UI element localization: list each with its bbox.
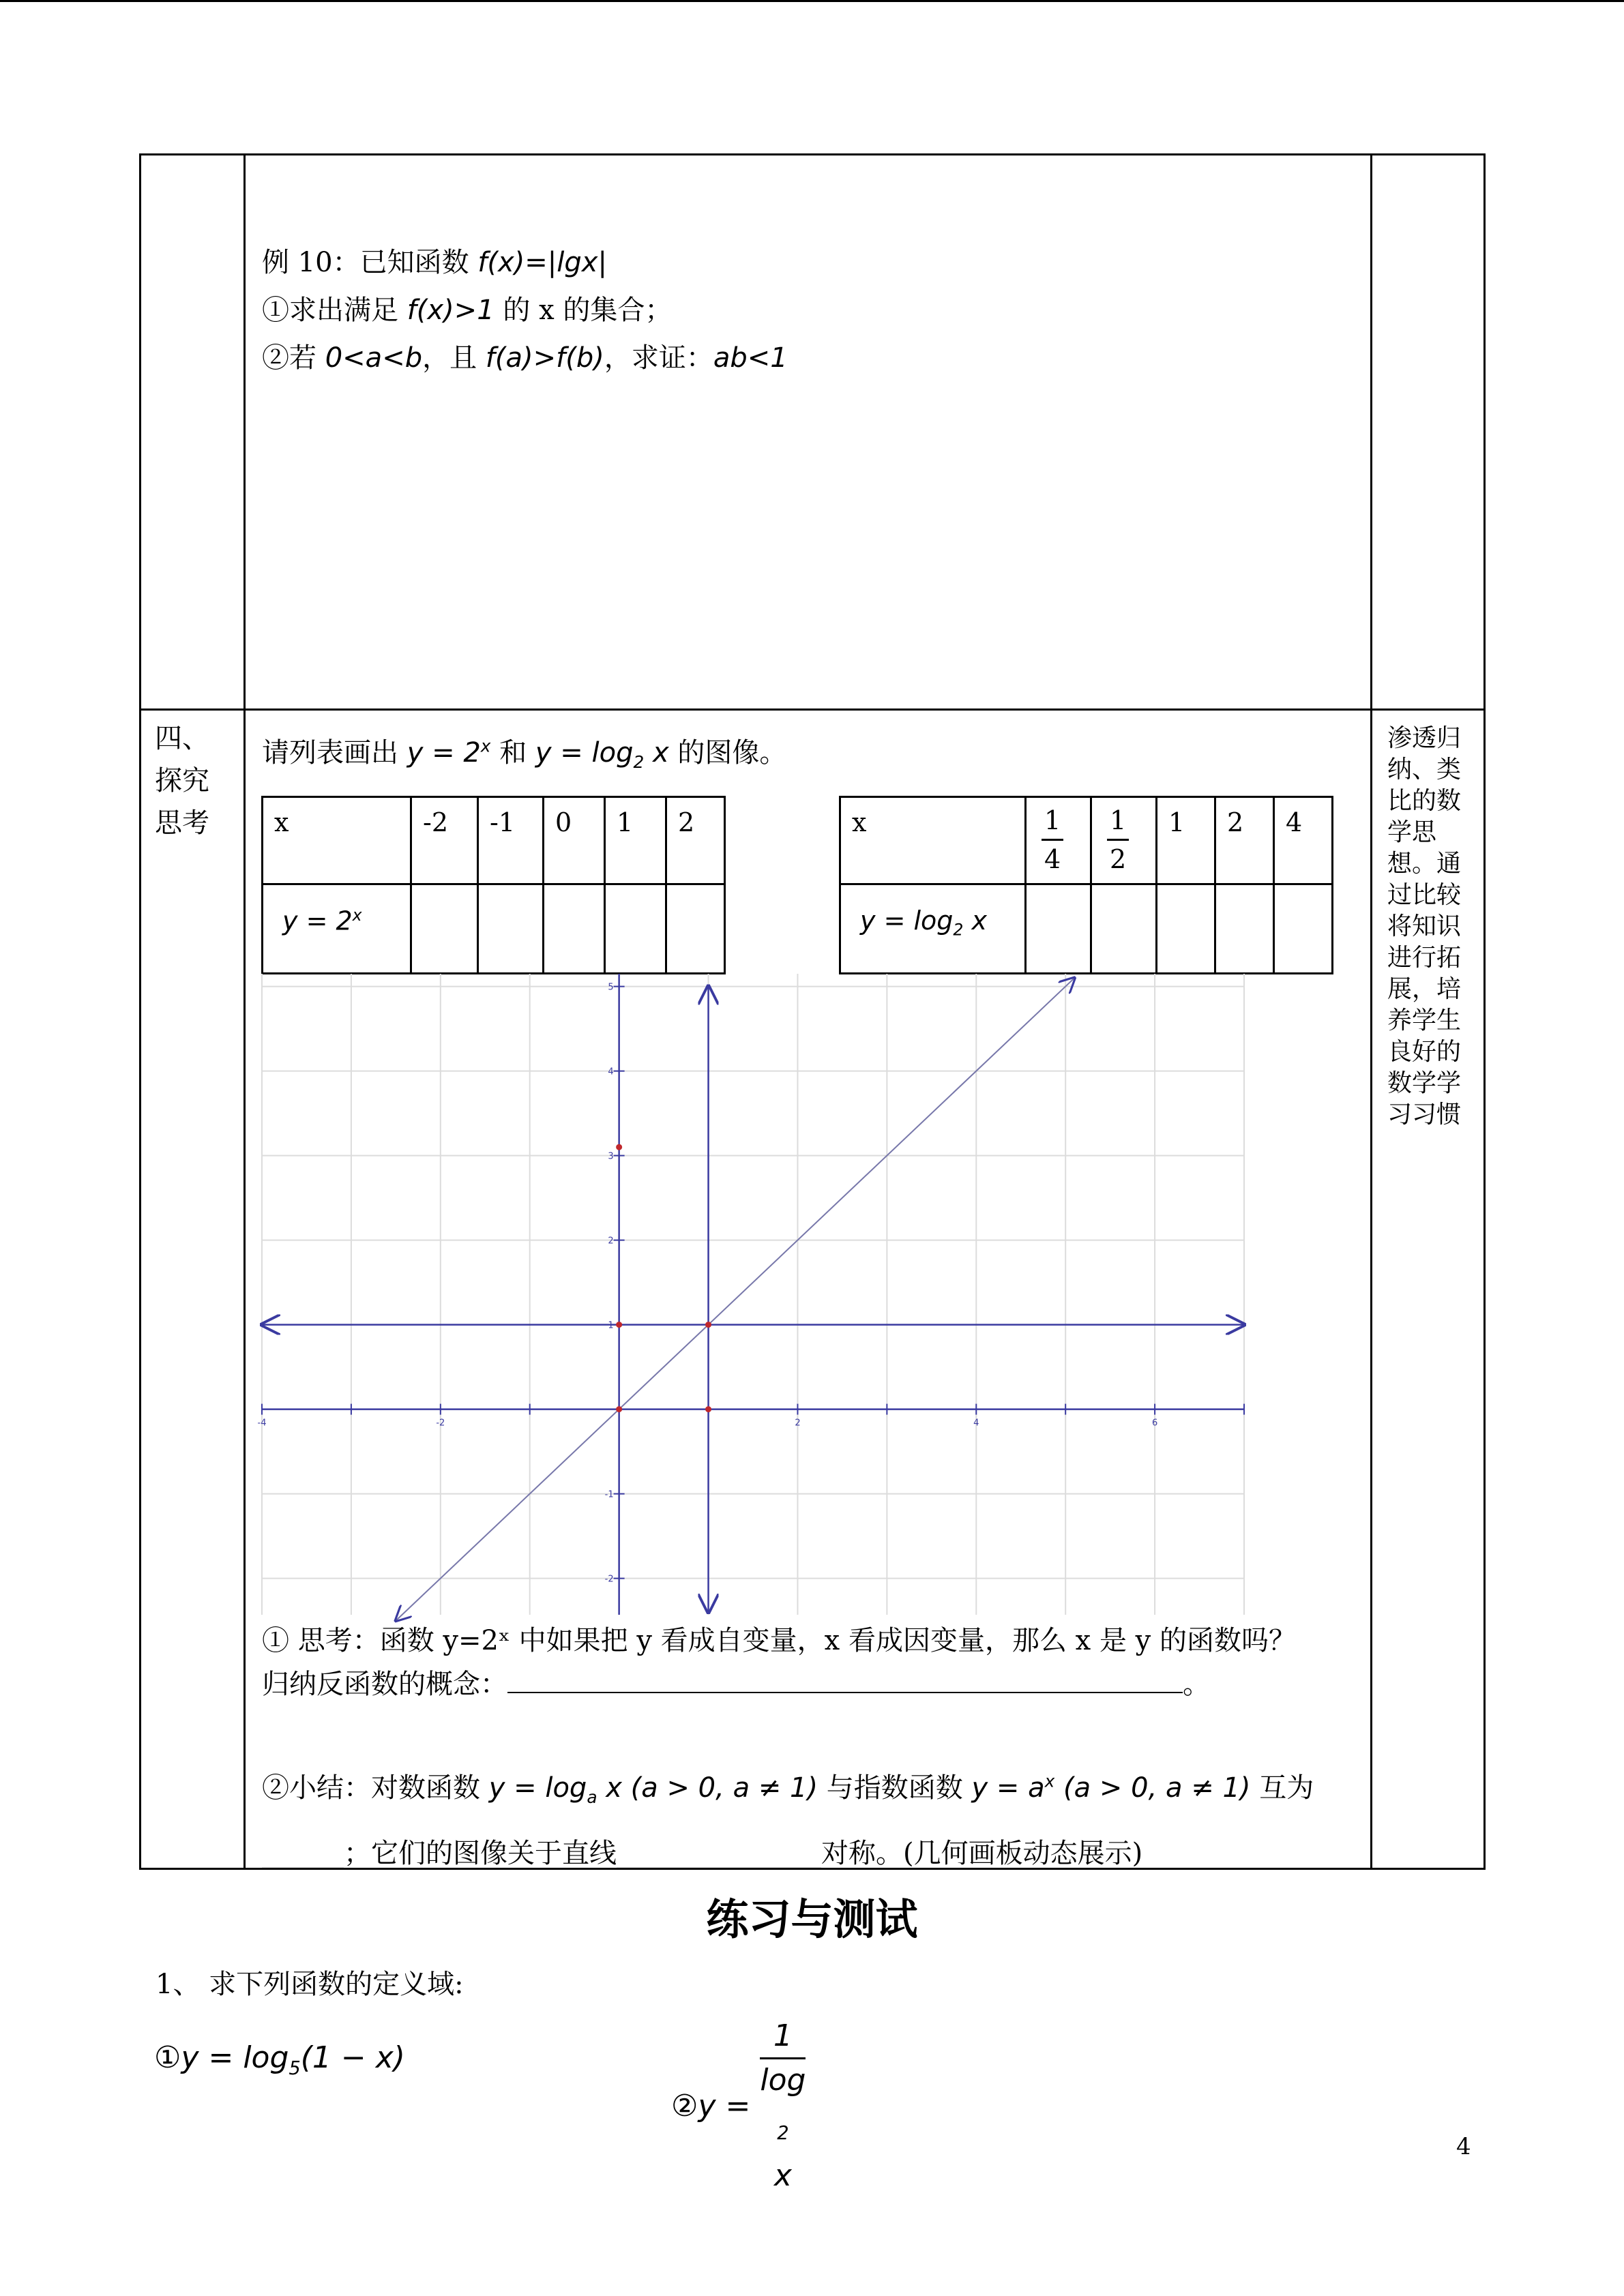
item2-den	[760, 2059, 806, 2197]
stage-label-line3: 思考	[155, 807, 209, 839]
think-question: ① 思考：函数 y=2ˣ 中如果把 y 看成自变量，x 看成因变量，那么 x 是 y 的函数吗？	[262, 1625, 1296, 1656]
summary-exp-text: y = a	[971, 1772, 1045, 1804]
table-row	[840, 797, 1333, 884]
x-tick-label: -4	[257, 1418, 267, 1429]
summary-exp-exp: x	[1044, 1771, 1055, 1791]
table-cell-blank[interactable]	[666, 884, 725, 974]
summary-log-base: a	[587, 1787, 597, 1807]
table-cell: 2	[1215, 797, 1274, 884]
table-cell: 0	[544, 797, 605, 884]
summary-log-func	[488, 1772, 827, 1807]
y-tick-label: 4	[608, 1067, 614, 1077]
summary-suffix: 互为	[1259, 1772, 1314, 1804]
fraction-den: 4	[1044, 844, 1061, 874]
table-row	[263, 884, 725, 974]
stage-cell	[141, 710, 245, 1869]
summary-line-2	[262, 1832, 1142, 1870]
graph-points	[616, 1144, 711, 1412]
explore-func-2-var: x	[644, 737, 669, 769]
note-cell-empty	[1372, 155, 1485, 710]
q2-math-3: ab<1	[713, 342, 788, 374]
table2-label-var: x	[963, 906, 987, 936]
fraction-half	[1107, 802, 1129, 878]
item1-label: ①	[154, 2040, 181, 2075]
summary-prefix: ②小结：对数函数	[262, 1772, 489, 1804]
value-table-log	[839, 796, 1333, 974]
fraction-den: 2	[1110, 844, 1127, 874]
example-10-question-2	[262, 334, 788, 382]
table-cell: -1	[478, 797, 544, 884]
explore-func-2-log: y = log	[535, 737, 634, 769]
example-10	[262, 239, 788, 382]
y-tick-label: 2	[608, 1236, 614, 1247]
content-cell-example	[245, 155, 1372, 710]
table-cell-frac-quarter	[1026, 797, 1091, 884]
top-rule	[0, 0, 1624, 2]
coordinate-graph	[257, 974, 1244, 1615]
item1-func	[181, 2040, 405, 2079]
example-10-title-text: 例 10：已知函数	[262, 247, 478, 278]
inverse-concept-suffix: 。	[1183, 1669, 1210, 1700]
q2-math-2: f(a)>f(b)	[485, 342, 604, 374]
page-number: 4	[1456, 2133, 1471, 2160]
explore-and: 和	[499, 737, 527, 769]
table-row-label	[840, 884, 1026, 974]
table-cell-blank[interactable]	[1026, 884, 1091, 974]
item2-fraction	[760, 2015, 806, 2197]
table-cell-blank[interactable]	[1091, 884, 1157, 974]
q2-math-1: 0<a<b	[325, 342, 423, 374]
marked-point	[616, 1406, 622, 1412]
item2-num: 1	[760, 2015, 806, 2059]
table-row-label	[263, 884, 411, 974]
table-cell-blank[interactable]	[605, 884, 666, 974]
graph-grid	[262, 974, 1244, 1615]
marked-point	[616, 1144, 622, 1150]
item1-arg: (1 − x)	[300, 2040, 405, 2075]
table-cell-blank[interactable]	[544, 884, 605, 974]
table-cell: 1	[1157, 797, 1215, 884]
fraction-num: 1	[1042, 802, 1063, 841]
x-tick-label: 4	[973, 1418, 979, 1429]
table1-label-base: y = 2	[282, 906, 353, 936]
q2-prefix: ②若	[262, 342, 325, 374]
y-tick-label: 3	[608, 1151, 614, 1162]
graph-series	[262, 978, 1244, 1620]
summary-log-cond: (a > 0, a ≠ 1)	[621, 1772, 827, 1804]
fraction-quarter	[1042, 802, 1063, 878]
y-tick-label: 5	[608, 982, 614, 993]
q2-mid: ，且	[422, 342, 486, 374]
item1-log: y = log	[181, 2040, 289, 2075]
table-cell: x	[840, 797, 1026, 884]
table-cell: 4	[1274, 797, 1333, 884]
explore-func-1-exp: x	[480, 736, 491, 756]
y-tick-label: -1	[604, 1489, 614, 1500]
section-title: 练习与测试	[706, 1894, 918, 1944]
inverse-concept-blank[interactable]	[507, 1669, 1183, 1693]
example-10-function: f(x)=|lgx|	[477, 247, 607, 278]
summary-line2-mid: ；它们的图像关于直线	[344, 1838, 617, 1869]
practice-item-2	[671, 2015, 806, 2197]
marked-point	[705, 1406, 711, 1412]
example-10-title	[262, 239, 788, 286]
y-tick-label: 1	[608, 1320, 614, 1331]
note-cell	[1372, 710, 1485, 1869]
stage-label-line2: 探究	[155, 765, 209, 796]
q1-prefix: ①求出满足	[262, 295, 407, 326]
summary-log-var: x	[597, 1772, 622, 1804]
value-table-exp	[261, 796, 726, 974]
table-cell-blank[interactable]	[411, 884, 478, 974]
y-tick-label: -2	[604, 1574, 614, 1585]
item2-den-base: 2	[777, 2122, 789, 2144]
lesson-row-example	[141, 155, 1485, 710]
fraction-num: 1	[1107, 802, 1129, 841]
explore-prompt-prefix: 请列表画出	[262, 737, 398, 769]
summary-line-1	[262, 1766, 1314, 1807]
inverse-concept-line	[262, 1663, 1210, 1701]
q2-mid-2: ，求证：	[604, 342, 713, 374]
q1-suffix: 的 x 的集合；	[494, 295, 673, 326]
table-cell-blank[interactable]	[478, 884, 544, 974]
table-cell: x	[263, 797, 411, 884]
summary-exp-cond: (a > 0, a ≠ 1)	[1054, 1772, 1260, 1804]
teaching-note: 渗透归纳、类比的数学思想。通过比较将知识进行拓展，培养学生良好的数学学习习惯	[1387, 724, 1462, 1129]
explore-prompt	[262, 731, 786, 772]
practice-item-1	[154, 2040, 405, 2079]
item2-den-var: x	[773, 2158, 792, 2193]
stage-label-line1: 四、	[155, 723, 209, 754]
stage-cell-empty	[141, 155, 245, 710]
table-cell-frac-half	[1091, 797, 1157, 884]
summary-line2-suffix: 对称。(几何画板动态展示)	[821, 1838, 1143, 1869]
item1-base: 5	[289, 2057, 301, 2079]
table-cell-blank[interactable]	[1157, 884, 1215, 974]
marked-point	[705, 1322, 711, 1328]
table-cell-blank[interactable]	[1274, 884, 1333, 974]
explore-prompt-suffix: 的图像。	[677, 737, 787, 769]
explore-func-2-base: 2	[633, 752, 645, 772]
practice-question-1: 1、 求下列函数的定义域:	[156, 1969, 464, 2000]
example-10-question-1	[262, 286, 788, 334]
explore-func-1-base: y = 2	[407, 737, 481, 769]
graph-axes	[262, 974, 1244, 1615]
item2-lhs: y =	[698, 2088, 761, 2123]
table-cell-blank[interactable]	[1215, 884, 1274, 974]
table-row	[840, 884, 1333, 974]
q1-math: f(x)>1	[407, 295, 494, 326]
x-tick-label: 6	[1151, 1418, 1158, 1429]
table-row	[263, 797, 725, 884]
summary-blank-2[interactable]: _______________	[617, 1838, 821, 1869]
summary-exp-func	[972, 1772, 1260, 1804]
table2-label-log: y = log	[860, 906, 954, 936]
series-line	[396, 978, 1074, 1620]
summary-blank-1[interactable]: ______	[262, 1838, 344, 1869]
explore-func-1	[407, 737, 491, 769]
marked-point	[616, 1322, 622, 1328]
item2-label: ②	[671, 2088, 698, 2123]
table-cell: 1	[605, 797, 666, 884]
summary-log-text: y = log	[488, 1772, 587, 1804]
stage-label	[141, 711, 243, 844]
explore-func-2	[535, 737, 669, 772]
inverse-concept-prefix: 归纳反函数的概念：	[262, 1669, 507, 1700]
table1-label-exp: x	[352, 906, 362, 925]
summary-mid: 与指数函数	[826, 1772, 972, 1804]
x-tick-label: -2	[436, 1418, 445, 1429]
table2-label-base: 2	[953, 920, 964, 940]
table-cell: -2	[411, 797, 478, 884]
table-cell: 2	[666, 797, 725, 884]
item2-den-log: log	[760, 2063, 806, 2098]
x-tick-label: 2	[795, 1418, 801, 1429]
